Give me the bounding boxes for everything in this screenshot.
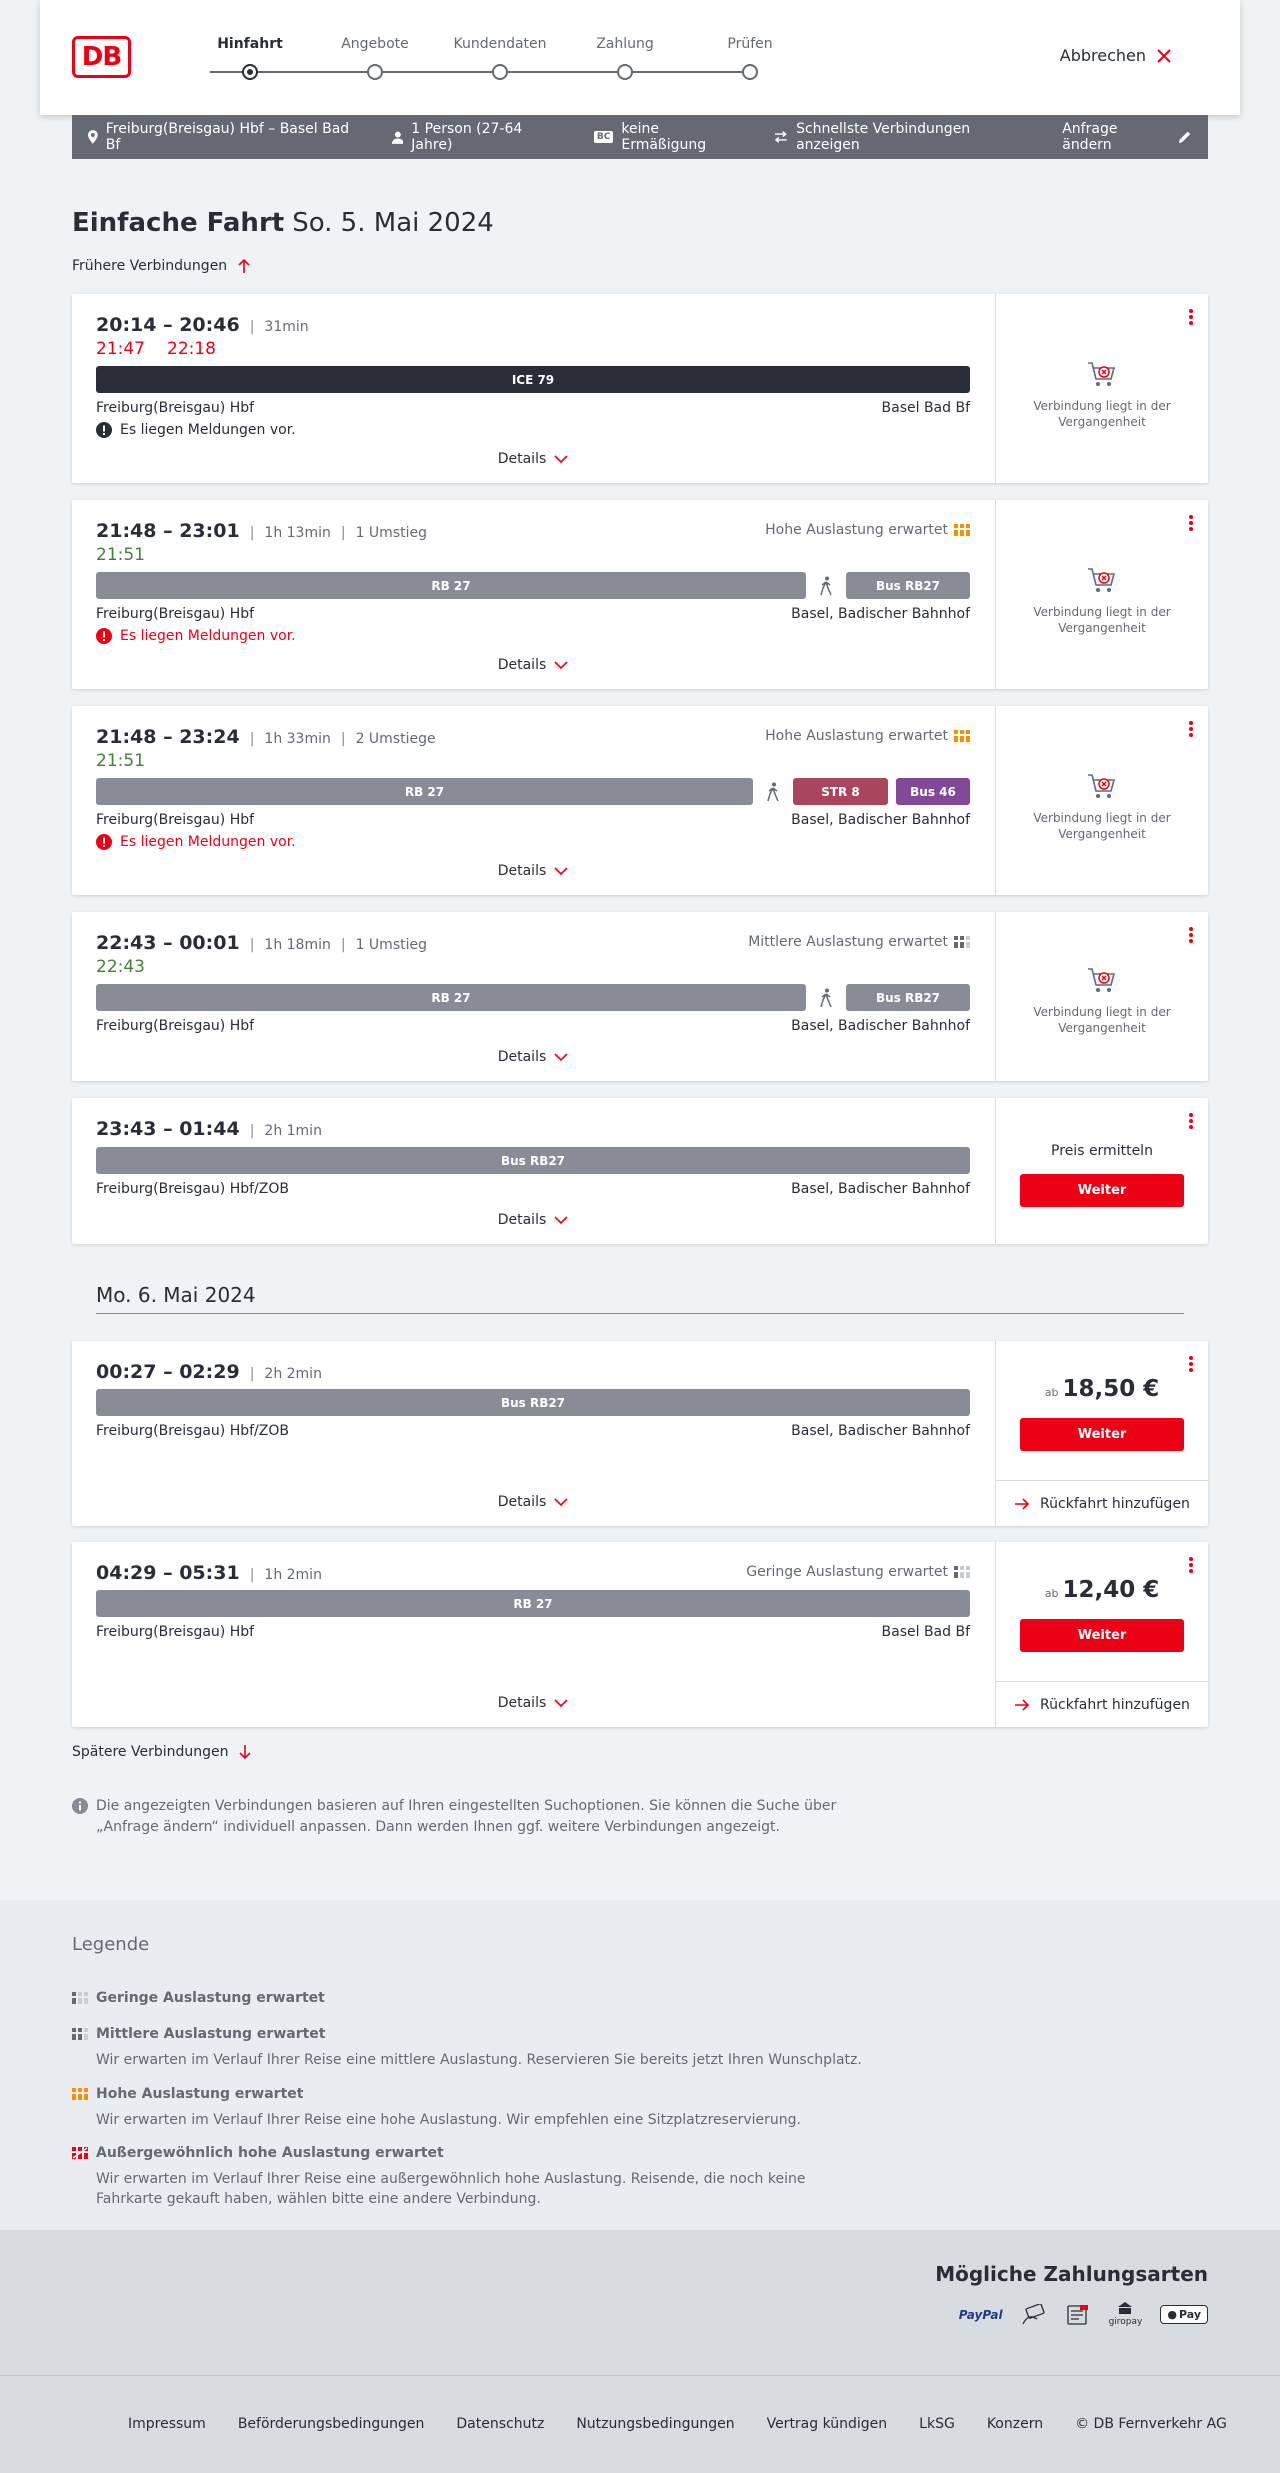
arrow-right-icon bbox=[1014, 1497, 1030, 1511]
pencil-icon bbox=[1178, 130, 1192, 144]
chevron-down-icon bbox=[554, 867, 568, 875]
swap-arrows-icon bbox=[774, 131, 788, 143]
offer-panel bbox=[995, 294, 1208, 483]
more-options-icon[interactable] bbox=[1188, 1556, 1194, 1574]
details-toggle[interactable]: Details bbox=[96, 1695, 970, 1711]
delayed-departure: 21:47 bbox=[96, 339, 145, 359]
load-indicator: Hohe Auslastung erwartet bbox=[765, 522, 970, 538]
connection-transfers: 2 Umstiege bbox=[355, 731, 436, 747]
from-station: Freiburg(Breisgau) Hbf/ZOB bbox=[96, 1181, 289, 1197]
giropay-icon: giropay bbox=[1109, 2302, 1143, 2327]
legend-title: Legende bbox=[72, 1934, 150, 1955]
invoice-icon bbox=[1065, 2304, 1091, 2326]
continue-button[interactable]: Weiter bbox=[1020, 1418, 1184, 1451]
price-display: ab 12,40 € bbox=[1044, 1577, 1160, 1603]
summary-option: Schnellste Verbindungen anzeigen bbox=[774, 121, 1032, 153]
from-station: Freiburg(Breisgau) Hbf bbox=[96, 1018, 255, 1034]
chevron-down-icon bbox=[554, 1053, 568, 1061]
step-kundendaten[interactable]: Kundendaten bbox=[445, 34, 555, 80]
footer-link-befoerderungsbedingungen[interactable]: Beförderungsbedingungen bbox=[237, 2416, 425, 2432]
exclamation-icon bbox=[96, 422, 112, 438]
connection-card-6[interactable]: 00:27 – 02:29 | 2h 2min Bus RB27 Freiburg(Breisgau) Hbf/ZOB Basel, Badischer Bahnhof Details ab 18,50 € Weiter Rückfahrt hinzufügen bbox=[72, 1341, 1208, 1526]
price-display: ab 18,50 € bbox=[1044, 1376, 1160, 1402]
later-connections-button[interactable]: Spätere Verbindungen bbox=[72, 1744, 252, 1760]
more-options-icon[interactable] bbox=[1188, 720, 1194, 738]
load-indicator: Geringe Auslastung erwartet bbox=[746, 1564, 970, 1580]
high-load-icon bbox=[72, 2088, 88, 2100]
more-options-icon[interactable] bbox=[1188, 1112, 1194, 1130]
footer-link-lksg[interactable]: LkSG bbox=[919, 2416, 955, 2432]
price-value: 18,50 € bbox=[1062, 1376, 1160, 1402]
page-title: Einfache Fahrt So. 5. Mai 2024 bbox=[72, 208, 494, 238]
to-station: Basel Bad Bf bbox=[881, 400, 970, 416]
details-toggle[interactable]: Details bbox=[96, 657, 970, 673]
legend-section bbox=[0, 1900, 1280, 2230]
summary-travelers: 1 Person (27-64 Jahre) bbox=[392, 121, 564, 153]
segment-rb-27: RB 27 bbox=[96, 572, 806, 599]
connection-card-7[interactable]: 04:29 – 05:31 | 1h 2min Geringe Auslastung erwartet RB 27 Freiburg(Breisgau) Hbf Basel Bad Bf Details ab 12,40 € Weiter Rückfahrt hinzufügen bbox=[72, 1542, 1208, 1727]
price-pending-label: Preis ermitteln bbox=[1051, 1143, 1153, 1159]
to-station: Basel, Badischer Bahnhof bbox=[791, 1423, 970, 1439]
to-station: Basel, Badischer Bahnhof bbox=[791, 1018, 970, 1034]
actual-departure: 21:51 bbox=[96, 751, 145, 771]
from-station: Freiburg(Breisgau) Hbf bbox=[96, 400, 255, 416]
from-station: Freiburg(Breisgau) Hbf bbox=[96, 812, 255, 828]
offer-panel bbox=[995, 1341, 1208, 1526]
segment-bar bbox=[96, 1590, 970, 1617]
step-zahlung[interactable]: Zahlung bbox=[570, 34, 680, 80]
segment-bus-rb27: Bus RB27 bbox=[96, 1389, 970, 1416]
arrow-up-icon bbox=[237, 258, 251, 274]
actual-departure: 21:51 bbox=[96, 545, 145, 565]
actual-departure: 22:43 bbox=[96, 957, 145, 977]
chevron-down-icon bbox=[554, 455, 568, 463]
high-load-icon bbox=[954, 524, 970, 536]
continue-button[interactable]: Weiter bbox=[1020, 1619, 1184, 1652]
connection-duration: 1h 33min bbox=[264, 731, 331, 747]
add-return-button[interactable]: Rückfahrt hinzufügen bbox=[996, 1480, 1208, 1526]
legend-low-load: Geringe Auslastung erwartet bbox=[72, 1990, 872, 2006]
segment-bar bbox=[96, 1147, 970, 1174]
more-options-icon[interactable] bbox=[1188, 926, 1194, 944]
message-notice: Es liegen Meldungen vor. bbox=[96, 628, 296, 644]
search-summary-bar bbox=[72, 115, 1208, 159]
low-load-icon bbox=[72, 1992, 88, 2004]
connection-duration: 31min bbox=[264, 319, 309, 335]
past-notice: Verbindung liegt in der Vergangenheit bbox=[1033, 605, 1171, 635]
message-notice: Es liegen Meldungen vor. bbox=[96, 422, 296, 438]
footer-link-konzern[interactable]: Konzern bbox=[986, 2416, 1044, 2432]
credit-card-icon bbox=[1021, 2304, 1047, 2326]
offer-panel bbox=[995, 500, 1208, 689]
segment-bar bbox=[96, 366, 970, 393]
footer-link-vertrag-kuendigen[interactable]: Vertrag kündigen bbox=[766, 2416, 888, 2432]
footer-link-impressum[interactable]: Impressum bbox=[128, 2416, 206, 2432]
offer-panel bbox=[995, 1098, 1208, 1244]
segment-bar bbox=[96, 984, 970, 1011]
segment-str-8: STR 8 bbox=[793, 778, 888, 805]
chevron-down-icon bbox=[554, 1498, 568, 1506]
price-value: 12,40 € bbox=[1062, 1577, 1160, 1603]
connection-time: 21:48 – 23:01 bbox=[96, 520, 240, 542]
segment-ice-79: ICE 79 bbox=[96, 366, 970, 393]
paypal-icon: PayPal bbox=[958, 2307, 1003, 2322]
medium-load-icon bbox=[954, 936, 970, 948]
connection-duration: 1h 18min bbox=[264, 937, 331, 953]
more-options-icon[interactable] bbox=[1188, 514, 1194, 532]
connection-duration: 1h 13min bbox=[264, 525, 331, 541]
connection-card-3[interactable]: 21:48 – 23:24 | 1h 33min | 2 Umstiege Hohe Auslastung erwartet 21:51 RB 27 STR 8 Bus 46 Freiburg(Breisgau) Hbf Basel, Badischer Bahnhof Es liegen Meldungen vor. Details Verbindung liegt in der Vergangenheit bbox=[72, 706, 1208, 895]
summary-discount: BC keine Ermäßigung bbox=[594, 121, 745, 153]
message-notice: Es liegen Meldungen vor. bbox=[96, 834, 296, 850]
cancel-label: Abbrechen bbox=[1059, 46, 1146, 65]
location-pin-icon bbox=[88, 130, 98, 144]
offer-panel bbox=[995, 706, 1208, 895]
cart-unavailable-icon bbox=[1087, 360, 1117, 388]
segment-bar bbox=[96, 778, 970, 805]
change-request-button[interactable]: Anfrage ändern bbox=[1062, 121, 1192, 153]
person-icon bbox=[392, 131, 404, 144]
delayed-arrival: 22:18 bbox=[167, 339, 216, 359]
step-hinfahrt[interactable]: Hinfahrt bbox=[195, 34, 305, 80]
add-return-button[interactable]: Rückfahrt hinzufügen bbox=[996, 1681, 1208, 1727]
cart-unavailable-icon bbox=[1087, 566, 1117, 594]
date-separator: Mo. 6. Mai 2024 bbox=[96, 1283, 1184, 1314]
connection-time: 23:43 – 01:44 bbox=[96, 1118, 240, 1140]
past-notice: Verbindung liegt in der Vergangenheit bbox=[1033, 1005, 1171, 1035]
summary-route: Freiburg(Breisgau) Hbf – Basel Bad Bf bbox=[88, 121, 362, 153]
offer-panel bbox=[995, 1542, 1208, 1727]
chevron-down-icon bbox=[554, 1216, 568, 1224]
earlier-connections-button[interactable]: Frühere Verbindungen bbox=[72, 258, 251, 274]
segment-bar bbox=[96, 572, 970, 599]
load-indicator: Hohe Auslastung erwartet bbox=[765, 728, 970, 744]
more-options-icon[interactable] bbox=[1188, 308, 1194, 326]
segment-rb-27: RB 27 bbox=[96, 778, 753, 805]
connection-time: 21:48 – 23:24 bbox=[96, 726, 240, 748]
details-toggle[interactable]: Details bbox=[96, 1049, 970, 1065]
connection-time: 20:14 – 20:46 bbox=[96, 314, 240, 336]
to-station: Basel, Badischer Bahnhof bbox=[791, 606, 970, 622]
legend-exceptional-load: Außergewöhnlich hohe Auslastung erwartet Wir erwarten im Verlauf Ihrer Reise eine außergewöhnlich hohe Auslastung. Reisende, die noch keine Fahrkarte gekauft haben, wählen bitte eine andere Verbindung. bbox=[72, 2145, 872, 2209]
chevron-down-icon bbox=[554, 661, 568, 669]
from-station: Freiburg(Breisgau) Hbf bbox=[96, 606, 255, 622]
connection-duration: 1h 2min bbox=[264, 1567, 322, 1583]
from-station: Freiburg(Breisgau) Hbf/ZOB bbox=[96, 1423, 289, 1439]
step-pruefen[interactable]: Prüfen bbox=[695, 34, 805, 80]
segment-bar bbox=[96, 1389, 970, 1416]
search-info-note: Die angezeigten Verbindungen basieren auf Ihren eingestellten Suchoptionen. Sie können die Suche über „Anfrage ändern“ individuell anpassen. Dann werden Ihnen ggf. weitere Verbindungen angezeigt. bbox=[72, 1796, 852, 1838]
payment-methods-section bbox=[0, 2230, 1280, 2375]
exclamation-icon bbox=[96, 834, 112, 850]
info-icon bbox=[72, 1798, 88, 1814]
load-indicator: Mittlere Auslastung erwartet bbox=[748, 934, 970, 950]
db-logo[interactable]: DB bbox=[72, 36, 131, 78]
walk-icon bbox=[761, 782, 785, 802]
from-station: Freiburg(Breisgau) Hbf bbox=[96, 1624, 255, 1640]
arrow-right-icon bbox=[1014, 1698, 1030, 1712]
segment-rb-27: RB 27 bbox=[96, 1590, 970, 1617]
connection-time: 00:27 – 02:29 bbox=[96, 1361, 240, 1383]
booking-stepper bbox=[210, 34, 773, 84]
connection-card-2[interactable]: 21:48 – 23:01 | 1h 13min | 1 Umstieg Hohe Auslastung erwartet 21:51 RB 27 Bus RB27 Freiburg(Breisgau) Hbf Basel, Badischer Bahnhof Es liegen Meldungen vor. Details Verbindung liegt in der Vergangenheit bbox=[72, 500, 1208, 689]
details-toggle[interactable]: Details bbox=[96, 863, 970, 879]
to-station: Basel, Badischer Bahnhof bbox=[791, 1181, 970, 1197]
cart-unavailable-icon bbox=[1087, 772, 1117, 800]
segment-bus-rb27: Bus RB27 bbox=[96, 1147, 970, 1174]
footer-link-nutzungsbedingungen[interactable]: Nutzungsbedingungen bbox=[576, 2416, 735, 2432]
bahncard-icon: BC bbox=[594, 131, 613, 143]
legend-high-load: Hohe Auslastung erwartet Wir erwarten im Verlauf Ihrer Reise eine hohe Auslastung. Wir empfehlen eine Sitzplatzreservierung. bbox=[72, 2086, 872, 2130]
close-icon bbox=[1156, 48, 1172, 64]
details-toggle[interactable]: Details bbox=[96, 1494, 970, 1510]
applepay-icon: ● Pay bbox=[1160, 2305, 1208, 2324]
connection-card-1[interactable]: 20:14 – 20:46 | 31min 21:47 22:18 ICE 79 Freiburg(Breisgau) Hbf Basel Bad Bf Es liegen Meldungen vor. Details Verbindung liegt in der Vergangenheit bbox=[72, 294, 1208, 483]
step-angebote[interactable]: Angebote bbox=[320, 34, 430, 80]
exceptional-load-icon bbox=[72, 2147, 88, 2159]
payment-title: Mögliche Zahlungsarten bbox=[935, 2262, 1208, 2286]
segment-bus-rb27: Bus RB27 bbox=[846, 572, 970, 599]
footer bbox=[0, 2375, 1280, 2473]
medium-load-icon bbox=[72, 2028, 88, 2040]
details-toggle[interactable]: Details bbox=[96, 1212, 970, 1228]
to-station: Basel Bad Bf bbox=[881, 1624, 970, 1640]
connection-time: 04:29 – 05:31 bbox=[96, 1562, 240, 1584]
offer-panel bbox=[995, 912, 1208, 1081]
details-toggle[interactable]: Details bbox=[96, 451, 970, 467]
cart-unavailable-icon bbox=[1087, 966, 1117, 994]
to-station: Basel, Badischer Bahnhof bbox=[791, 812, 970, 828]
connection-transfers: 1 Umstieg bbox=[355, 525, 427, 541]
segment-rb-27: RB 27 bbox=[96, 984, 806, 1011]
connection-duration: 2h 1min bbox=[264, 1123, 322, 1139]
chevron-down-icon bbox=[554, 1699, 568, 1707]
low-load-icon bbox=[954, 1566, 970, 1578]
exclamation-icon bbox=[96, 628, 112, 644]
connection-time: 22:43 – 00:01 bbox=[96, 932, 240, 954]
more-options-icon[interactable] bbox=[1188, 1355, 1194, 1373]
footer-link-datenschutz[interactable]: Datenschutz bbox=[456, 2416, 545, 2432]
segment-bus-46: Bus 46 bbox=[896, 778, 970, 805]
high-load-icon bbox=[954, 730, 970, 742]
past-notice: Verbindung liegt in der Vergangenheit bbox=[1033, 811, 1171, 841]
cancel-button[interactable] bbox=[1060, 46, 1172, 65]
connection-transfers: 1 Umstieg bbox=[355, 937, 427, 953]
continue-button[interactable]: Weiter bbox=[1020, 1174, 1184, 1207]
arrow-down-icon bbox=[238, 1744, 252, 1760]
segment-bus-rb27: Bus RB27 bbox=[846, 984, 970, 1011]
header bbox=[40, 0, 1240, 115]
past-notice: Verbindung liegt in der Vergangenheit bbox=[1033, 399, 1171, 429]
connection-duration: 2h 2min bbox=[264, 1366, 322, 1382]
legend-medium-load: Mittlere Auslastung erwartet Wir erwarten im Verlauf Ihrer Reise eine mittlere Auslastung. Reservieren Sie bereits jetzt Ihren Wunschplatz. bbox=[72, 2026, 872, 2070]
walk-icon bbox=[814, 988, 838, 1008]
walk-icon bbox=[814, 576, 838, 596]
connection-card-4[interactable]: 22:43 – 00:01 | 1h 18min | 1 Umstieg Mittlere Auslastung erwartet 22:43 RB 27 Bus RB27 Freiburg(Breisgau) Hbf Basel, Badischer Bahnhof Details Verbindung liegt in der Vergangenheit bbox=[72, 912, 1208, 1081]
connection-card-5[interactable]: 23:43 – 01:44 | 2h 1min Bus RB27 Freiburg(Breisgau) Hbf/ZOB Basel, Badischer Bahnhof Details Preis ermitteln Weiter bbox=[72, 1098, 1208, 1244]
footer-copyright: © DB Fernverkehr AG bbox=[1075, 2416, 1227, 2432]
